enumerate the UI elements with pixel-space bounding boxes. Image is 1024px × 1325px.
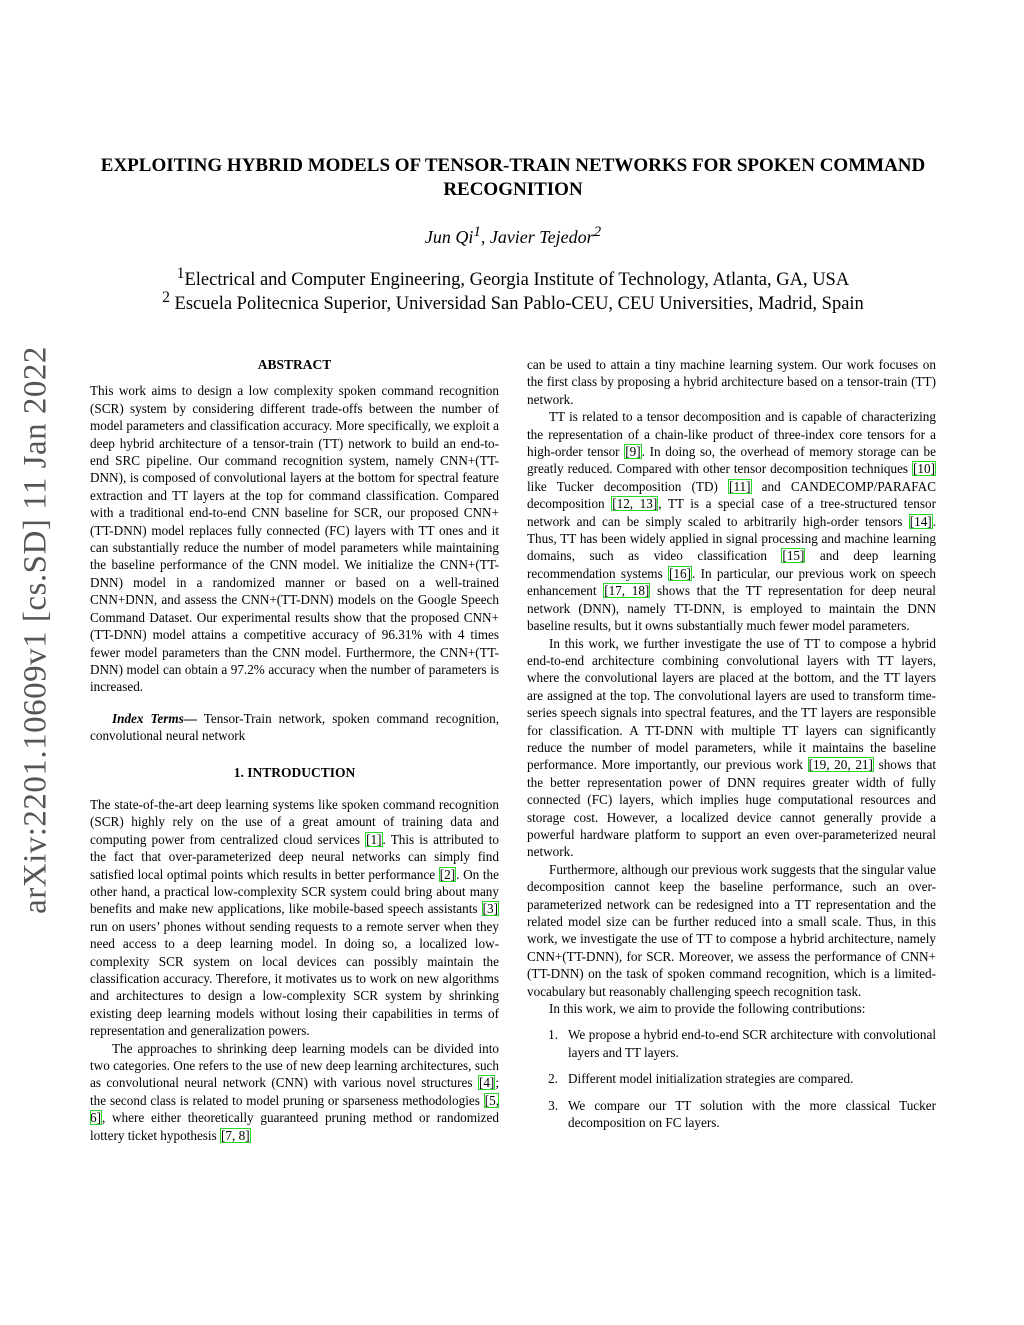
citation-link[interactable]: [7, 8] [221, 1127, 250, 1143]
abstract-heading: ABSTRACT [257, 357, 332, 372]
citation-link[interactable]: [17, 18] [604, 583, 650, 599]
contribution-list [527, 1026, 936, 1131]
intro-paragraph-2-continued: can be used to attain a tiny machine learning system. Our work focuses on the first class by proposing a hybrid architecture based on a tensor-train (TT) network. [527, 357, 936, 407]
intro-text: and CANDECOMP/PARAFAC decomposition [527, 478, 936, 512]
affiliation-1 [92, 265, 934, 291]
citation-link[interactable]: [9] [625, 444, 641, 460]
intro-paragraph-3 [527, 408, 936, 634]
intro-paragraph-6: In this work, we aim to provide the following contributions: [549, 1001, 866, 1017]
intro-text: shows that the better representation power of DNN requires greater width of fully connected (FC) layers, which implies huge computational resources and storage cost. However, a localized device cannot generally provide a powerful hardware platform to support an even over-parameterized neural network. [527, 757, 937, 860]
author-1: Jun Qi [424, 227, 474, 247]
citation-link[interactable]: [19, 20, 21] [808, 757, 873, 773]
intro-text: . In particular, our previous work on speech enhancement [527, 565, 936, 599]
intro-text: TT is related to a tensor decomposition and is capable of characterizing the representation of a chain-like product of three-index core tensors for a high-order tensor [527, 409, 936, 460]
citation-link[interactable]: [10] [913, 461, 935, 477]
intro-heading: 1. INTRODUCTION [233, 764, 356, 780]
intro-text: like Tucker decomposition (TD) [527, 478, 729, 494]
intro-paragraph-5: Furthermore, although our previous work suggests that the singular value decomposition cannot keep the baseline performance, such an over-parameterized network can be redesigned into a TT representation and the related model size can be further reduced into a small scale. Thus, in this work, we investigate the use of TT to compose a hybrid architecture, namely CNN+(TT-DNN), for SCR. Moreover, we assess the performance of CNN+(TT-DNN) on the task of spoken command recognition, which is a limited-vocabulary but reasonably challenging speech recognition task. [527, 861, 936, 999]
intro-paragraph-2 [90, 1040, 499, 1144]
list-item-number: 2. [548, 1071, 558, 1087]
citation-link[interactable]: [14] [909, 513, 932, 529]
affiliation-1-mark: 1 [176, 265, 185, 282]
intro-text: , where either theoretically guaranteed pruning method or randomized lottery ticket hypothesis [90, 1110, 499, 1143]
affiliation-2-mark: 2 [162, 289, 170, 306]
citation-link[interactable]: [16] [669, 565, 692, 581]
intro-text: . In doing so, the overhead of memory storage can be greatly reduced. Compared with other tensor decomposition techniques [527, 444, 937, 477]
citation-link[interactable]: [1] [366, 831, 382, 847]
intro-text: The approaches to shrinking deep learning models can be divided into two categories. One refers to the use of new deep learning architectures, such as convolutional neural network (CNN) with various novel structures [90, 1040, 499, 1091]
arxiv-identifier: arXiv:2201.10609v1 [cs.SD] 11 Jan 2022 [17, 346, 54, 914]
affiliation-2-text: Escuela Politecnica Superior, Universidad San Pablo-CEU, CEU Universities, Madrid, Spain [169, 294, 864, 315]
citation-link[interactable]: [11] [729, 478, 751, 494]
citation-link[interactable]: [15] [782, 548, 805, 564]
abstract-text: This work aims to design a low complexity spoken command recognition (SCR) system by considering different trade-offs between the number of model parameters and classification accuracy. More specifically, we exploit a deep hybrid architecture of a tensor-train (TT) network to build an end-to-end SRC pipeline. Our command recognition system, namely CNN+(TT-DNN), is composed of convolutional layers at the bottom for spectral feature extraction and TT layers at the top for command classification. Compared with a traditional end-to-end CNN baseline for SCR, our proposed CNN+(TT-DNN) model replaces fully connected (FC) layers with TT ones and it can substantially reduce the number of model parameters while maintaining the baseline performance of the CNN model. We initialize the CNN+(TT-DNN) model in a randomized manner or based on a well-trained CNN+DNN, and assess the CNN+(TT-DNN) models on the Google Speech Command Dataset. Our experimental results show that the proposed CNN+(TT-DNN) model attains a competitive accuracy of 96.31% with 4 times fewer model parameters than the CNN model. Furthermore, the CNN+(TT-DNN) model can obtain a 97.2% accuracy when the number of parameters is increased. [90, 383, 499, 695]
intro-text: . This is attributed to the fact that over-parameterized deep neural networks can simply find satisfied local optimal points which results in better performance [90, 831, 500, 882]
intro-text: The state-of-the-art deep learning systems like spoken command recognition (SCR) highly rely on the use of a great amount of training data and computing power from centralized cloud services [90, 796, 499, 847]
author-1-affiliation-mark: 1 [473, 224, 481, 240]
intro-text: run on users’ phones without sending requests to a remote server when they need access to a deep learning model. In doing so, a localized low-complexity SCR system on local devices can possibly maintain the classification accuracy. Therefore, it motivates us to work on new algorithms and architectures to design a low-complexity SCR system by shrinking existing deep learning models without losing their capabilities in terms of representation and generalization powers. [90, 918, 499, 1039]
intro-paragraph-4 [527, 635, 936, 861]
intro-text: ; the second class is related to model pruning or sparseness methodologies [90, 1075, 499, 1108]
index-terms [90, 710, 499, 745]
list-item-text: Different model initialization strategies are compared. [568, 1071, 854, 1087]
intro-text: In this work, we further investigate the use of TT to compose a hybrid end-to-end architecture combining convolutional layers with TT layers, where the convolutional layers are placed at the bottom, and the TT layers are assigned at the top. The convolutional layers are used to transform time-series speech signals into spectral features, and the TT layers are responsible for classification. A TT-DNN with multiple TT layers can significantly reduce the number of model parameters, while it maintains the baseline performance. More importantly, our previous work [527, 635, 936, 773]
intro-paragraph-1 [90, 796, 499, 1040]
intro-text: and deep learning recommendation systems [527, 548, 936, 581]
citation-link[interactable]: [3] [482, 901, 498, 917]
author-separator: , [480, 227, 490, 247]
intro-text: shows that the TT representation for deep neural network (DNN), namely TT-DNN, is employed to maintain the DNN baseline results, but it owns substantially much fewer model parameters. [527, 583, 936, 634]
list-item [527, 1026, 936, 1061]
arxiv-stamp [12, 310, 60, 950]
intro-text: . On the other hand, a practical low-complexity SCR system could bring about many benefits and make new applications, like mobile-based speech assistants [90, 866, 499, 917]
list-item [527, 1070, 936, 1087]
affiliation-1-text: Electrical and Computer Engineering, Georgia Institute of Technology, Atlanta, GA, USA [184, 270, 850, 291]
citation-link[interactable]: [12, 13] [612, 496, 658, 512]
citation-link[interactable]: [2] [439, 866, 456, 882]
list-item-text: We propose a hybrid end-to-end SCR architecture with convolutional layers and TT layers. [568, 1027, 936, 1060]
list-item [527, 1097, 936, 1132]
intro-text: , TT is a special case of a tree-structured tensor network and can be simply scaled to arbitrarily high-order tensors [527, 496, 936, 529]
list-item-text: We compare our TT solution with the more classical Tucker decomposition on FC layers. [568, 1097, 936, 1131]
author-2: Javier Tejedor [489, 227, 594, 247]
author-line [92, 224, 934, 248]
author-2-affiliation-mark: 2 [593, 224, 602, 240]
intro-text: . Thus, TT has been widely applied in signal processing and machine learning domains, such as video classification [527, 513, 936, 564]
paper-title: EXPLOITING HYBRID MODELS OF TENSOR-TRAIN NETWORKS FOR SPOKEN COMMAND RECOGNITION [100, 155, 926, 200]
right-column [527, 356, 936, 1131]
index-terms-label: Index Terms— [112, 710, 197, 726]
citation-link[interactable]: [5, 6] [90, 1092, 499, 1126]
left-column [90, 356, 499, 1144]
list-item-number: 3. [548, 1097, 558, 1113]
list-item-number: 1. [548, 1027, 558, 1043]
index-terms-text: Tensor-Train network, spoken command recognition, convolutional neural network [90, 710, 499, 744]
citation-link[interactable]: [4] [478, 1075, 495, 1091]
affiliation-2 [92, 289, 934, 315]
